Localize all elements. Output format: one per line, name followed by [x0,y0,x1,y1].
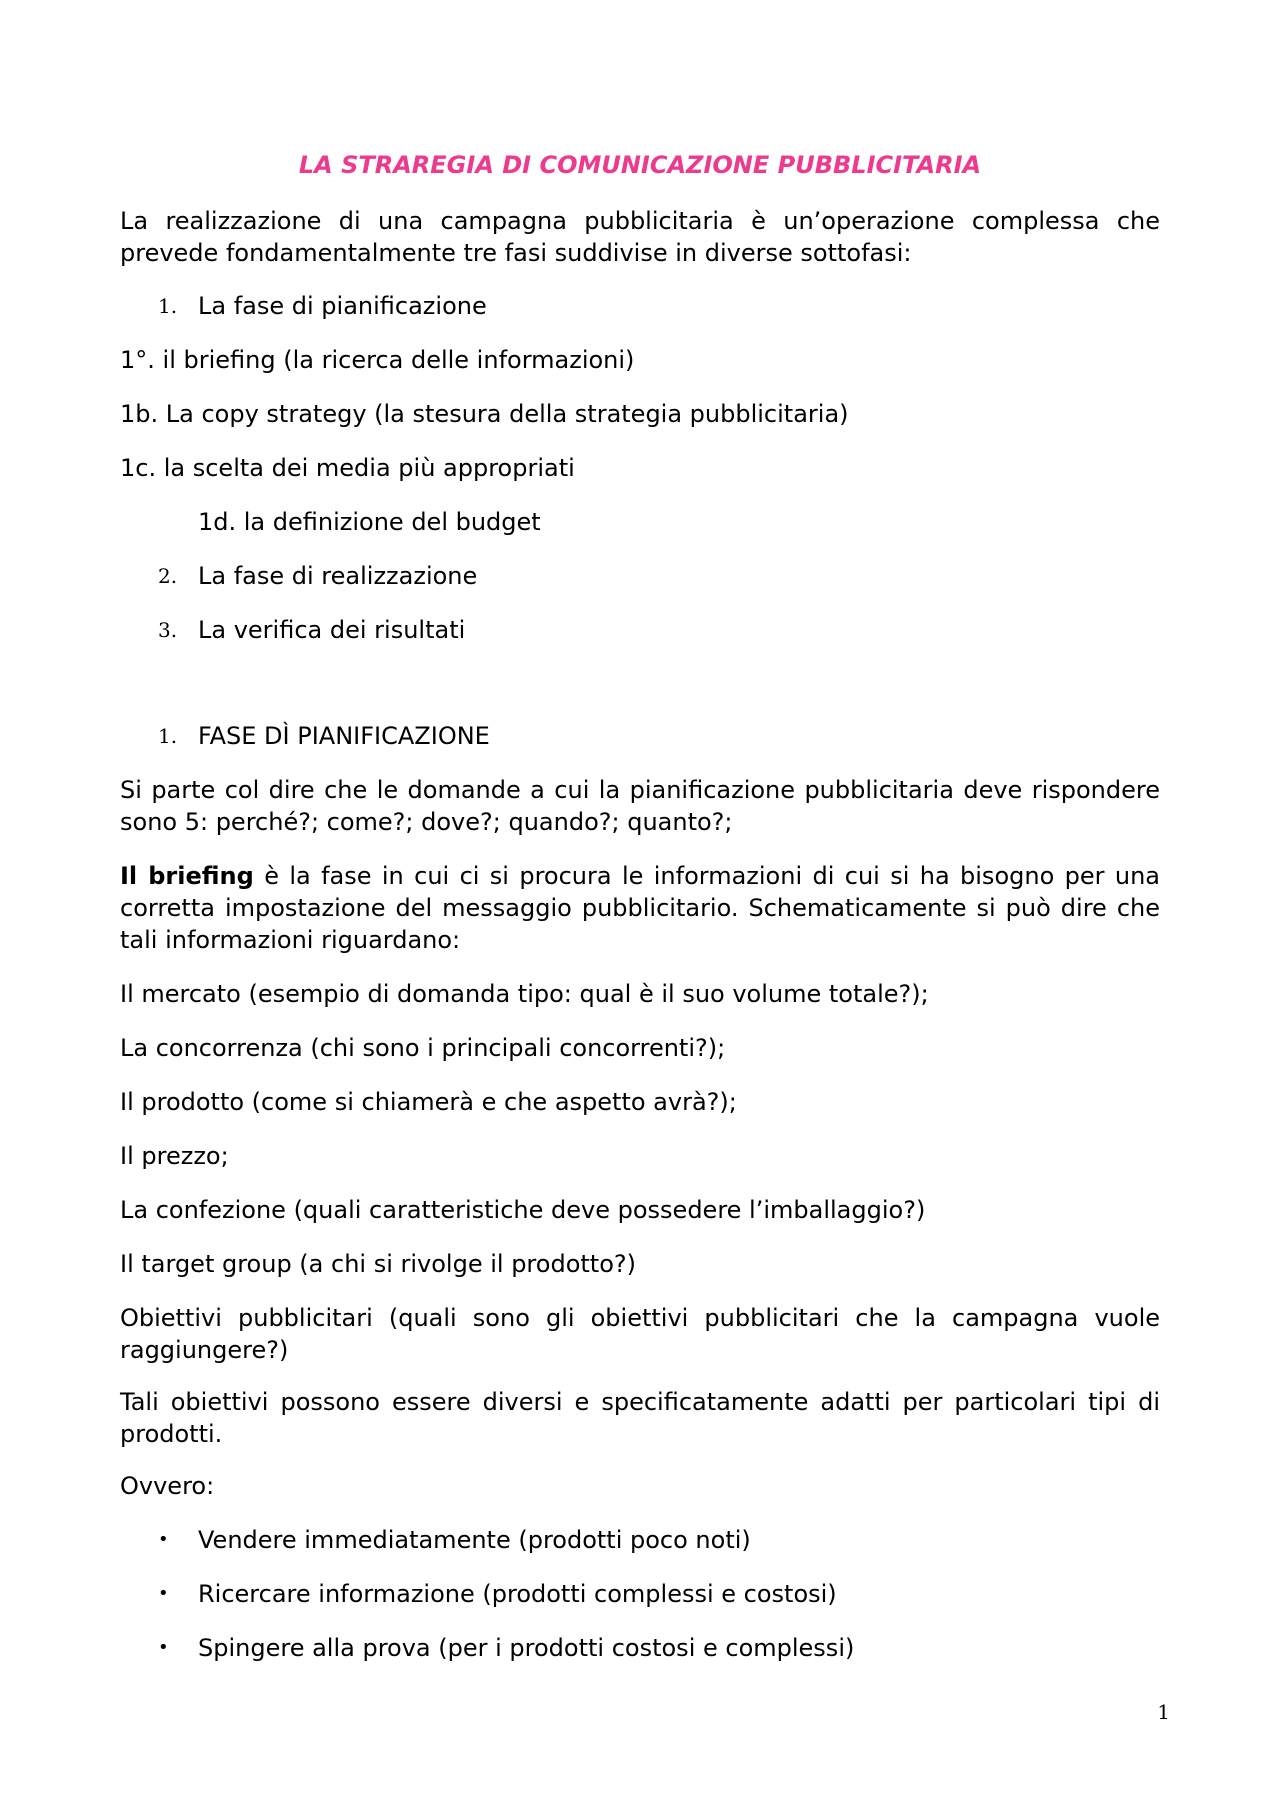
info-line-target: Il target group (a chi si rivolge il prodotto?) [120,1250,636,1278]
sub-item-1c: 1c. la scelta dei media più appropriati [120,454,575,482]
briefing-text: è la fase in cui ci si procura le informazioni di cui si ha bisogno per una corretta impostazione del messaggio pubblicitario. Schematicamente si può dire che tali informazioni riguardano: [120,862,1160,954]
list-number: 1. [158,294,178,318]
sub-item-1b: 1b. La copy strategy (la stesura della strategia pubblicitaria) [120,400,849,428]
page-number: 1 [1157,1700,1170,1724]
bullet-icon: • [158,1529,169,1550]
list-item-verification: La verifica dei risultati [198,616,466,644]
info-line-competition: La concorrenza (chi sono i principali concorrenti?); [120,1034,726,1062]
sub-item-1a: 1°. il briefing (la ricerca delle informazioni) [120,346,635,374]
list-number: 2. [158,564,178,588]
sub-item-1d: 1d. la definizione del budget [198,508,541,536]
intro-paragraph: La realizzazione di una campagna pubblicitaria è un’operazione complessa che prevede fondamentalmente tre fasi suddivise in diverse sottofasi: [120,207,1160,267]
info-line-objectives: Obiettivi pubblicitari (quali sono gli obiettivi pubblicitari che la campagna vuole raggiungere?) [120,1304,1160,1364]
bullet-icon: • [158,1583,169,1604]
list-item-realization: La fase di realizzazione [198,562,478,590]
section-number: 1. [158,724,178,748]
bullet-item-trial: Spingere alla prova (per i prodotti costosi e complessi) [198,1634,855,1662]
list-item-planning: La fase di pianificazione [198,292,487,320]
list-number: 3. [158,618,178,642]
bullet-icon: • [158,1637,169,1658]
info-line-market: Il mercato (esempio di domanda tipo: qual è il suo volume totale?); [120,980,929,1008]
info-line-packaging: La confezione (quali caratteristiche deve possedere l’imballaggio?) [120,1196,926,1224]
info-line-product: Il prodotto (come si chiamerà e che aspetto avrà?); [120,1088,737,1116]
briefing-paragraph [120,860,1160,956]
bullet-item-sell: Vendere immediatamente (prodotti poco noti) [198,1526,751,1554]
page-title: LA STRAREGIA DI COMUNICAZIONE PUBBLICITARIA [298,151,982,179]
briefing-term: Il briefing [120,862,254,890]
ovvero-line: Ovvero: [120,1472,215,1500]
section-heading: FASE DÌ PIANIFICAZIONE [198,722,490,750]
objectives-paragraph: Tali obiettivi possono essere diversi e specificatamente adatti per particolari tipi di prodotti. [120,1388,1160,1448]
questions-paragraph: Si parte col dire che le domande a cui la pianificazione pubblicitaria deve rispondere sono 5: perché?; come?; dove?; quando?; quanto?; [120,776,1160,836]
info-line-price: Il prezzo; [120,1142,229,1170]
bullet-item-research: Ricercare informazione (prodotti complessi e costosi) [198,1580,837,1608]
